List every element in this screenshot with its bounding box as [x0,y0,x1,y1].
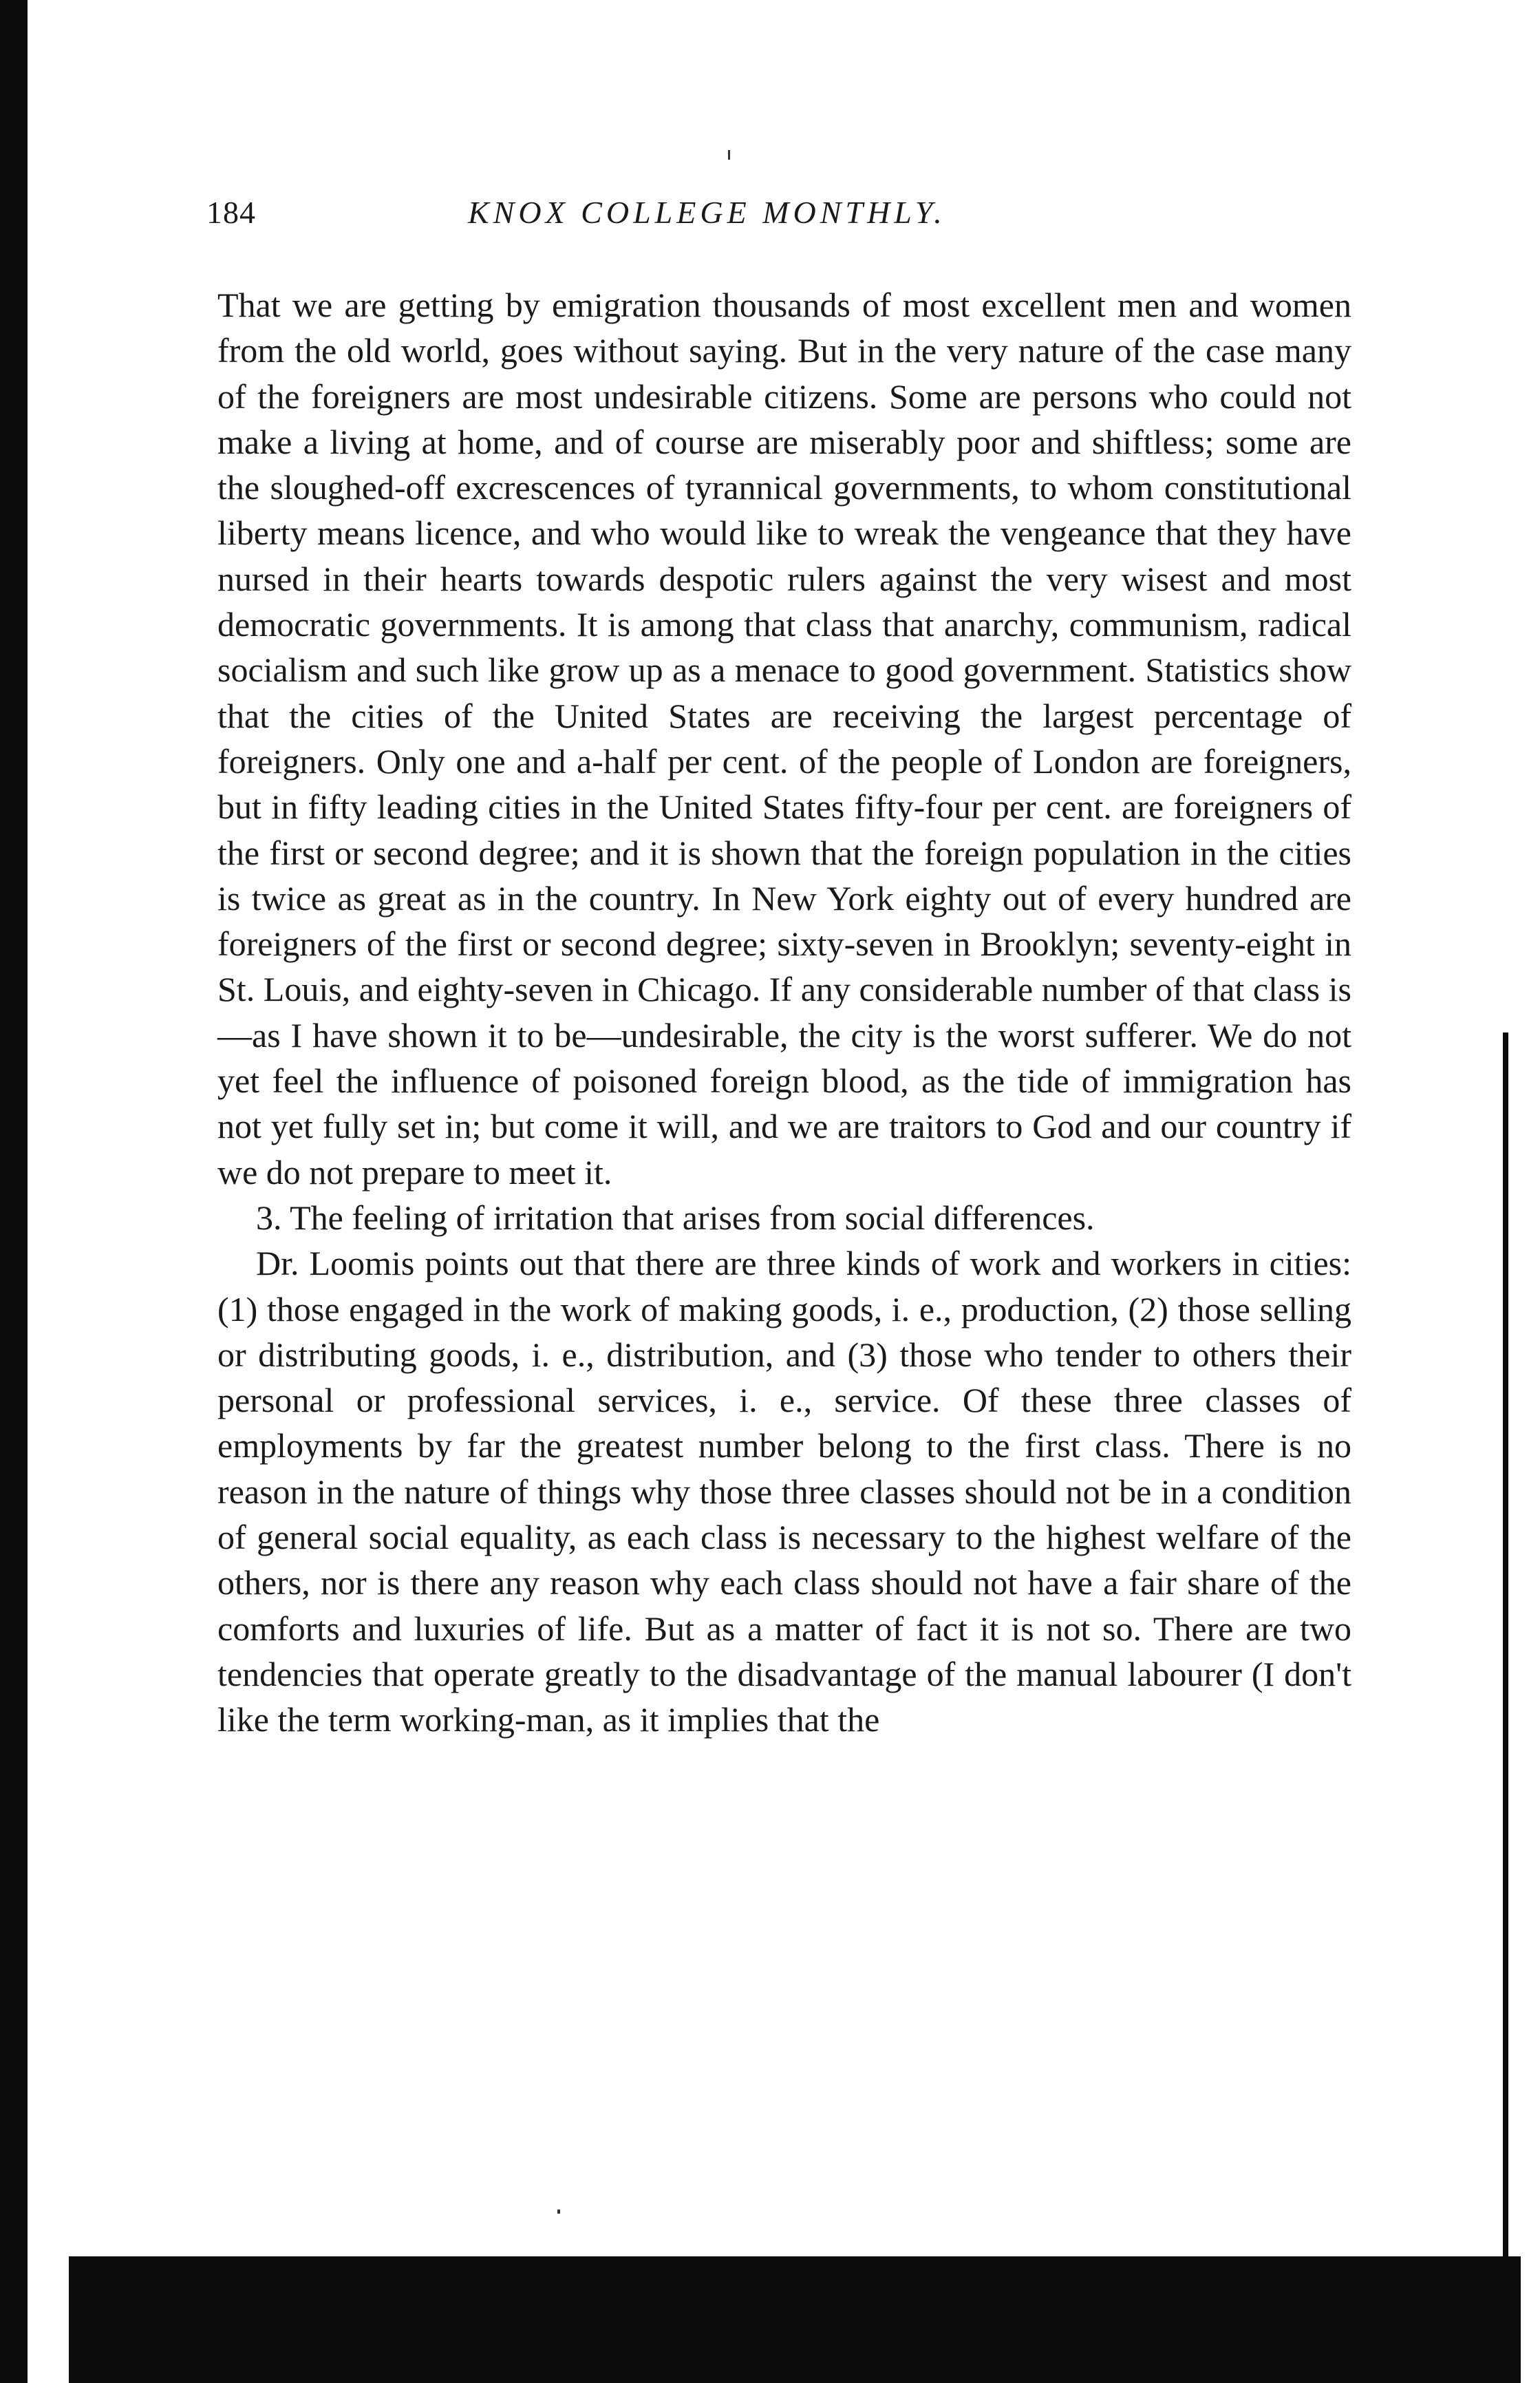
text-body [217,282,1351,1743]
scan-border-bottom [69,2256,1521,2383]
page-number: 184 [206,195,256,230]
scan-speck [728,150,730,160]
paragraph: Dr. Loomis points out that there are three kinds of work and workers in cities: (1) those engaged in the work of making goods, i. e., production, (2) those selling or distributing goods, i. e., distribution, and (3) those who tender to others their personal or professional services, i. e., service. Of these three classes of employments by far the greatest number belong to the first class. There is no reason in the nature of things why those three classes should not be in a condition of general social equality, as each class is necessary to the highest welfare of the others, nor is there any reason why each class should not have a fair share of the comforts and luxuries of life. But as a matter of fact it is not so. There are two tendencies that operate greatly to the disadvantage of the manual labourer (I don't like the term working-man, as it implies that the [217,1244,1351,1739]
page-header [206,194,1349,249]
paragraph: That we are getting by emigration thousands of most excellent men and women from the old world, goes without saying. But in the very nature of the case many of the foreigners are most undesirable citizens. Some are persons who could not make a living at home, and of course are miserably poor and shiftless; some are the sloughed-off excrescences of tyrannical governments, to whom constitutional liberty means licence, and who would like to wreak the vengeance that they have nursed in their hearts towards despotic rulers against the very wisest and most democratic governments. It is among that class that anarchy, communism, radical socialism and such like grow up as a menace to good government. Statistics show that the cities of the United States are receiving the largest percentage of foreigners. Only one and a-half per cent. of the people of London are foreigners, but in fifty leading cities in the United States fifty-four per cent. are foreigners of the first or second degree; and it is shown that the foreign population in the cities is twice as great as in the country. In New York eighty out of every hundred are foreigners of the first or second degree; sixty-seven in Brooklyn; seventy-eight in St. Louis, and eighty-seven in Chicago. If any considerable number of that class is—as I have shown it to be—undesirable, the city is the worst sufferer. We do not yet feel the influence of poisoned foreign blood, as the tide of immigration has not yet fully set in; but come it will, and we are traitors to God and our country if we do not prepare to meet it. [217,286,1351,1192]
scan-border-left [0,0,28,2383]
scan-border-right [1503,1032,1508,2271]
scan-speck [557,2210,560,2214]
running-head: KNOX COLLEGE MONTHLY. [468,195,946,230]
paragraph: 3. The feeling of irritation that arises from social differences. [256,1198,1095,1237]
